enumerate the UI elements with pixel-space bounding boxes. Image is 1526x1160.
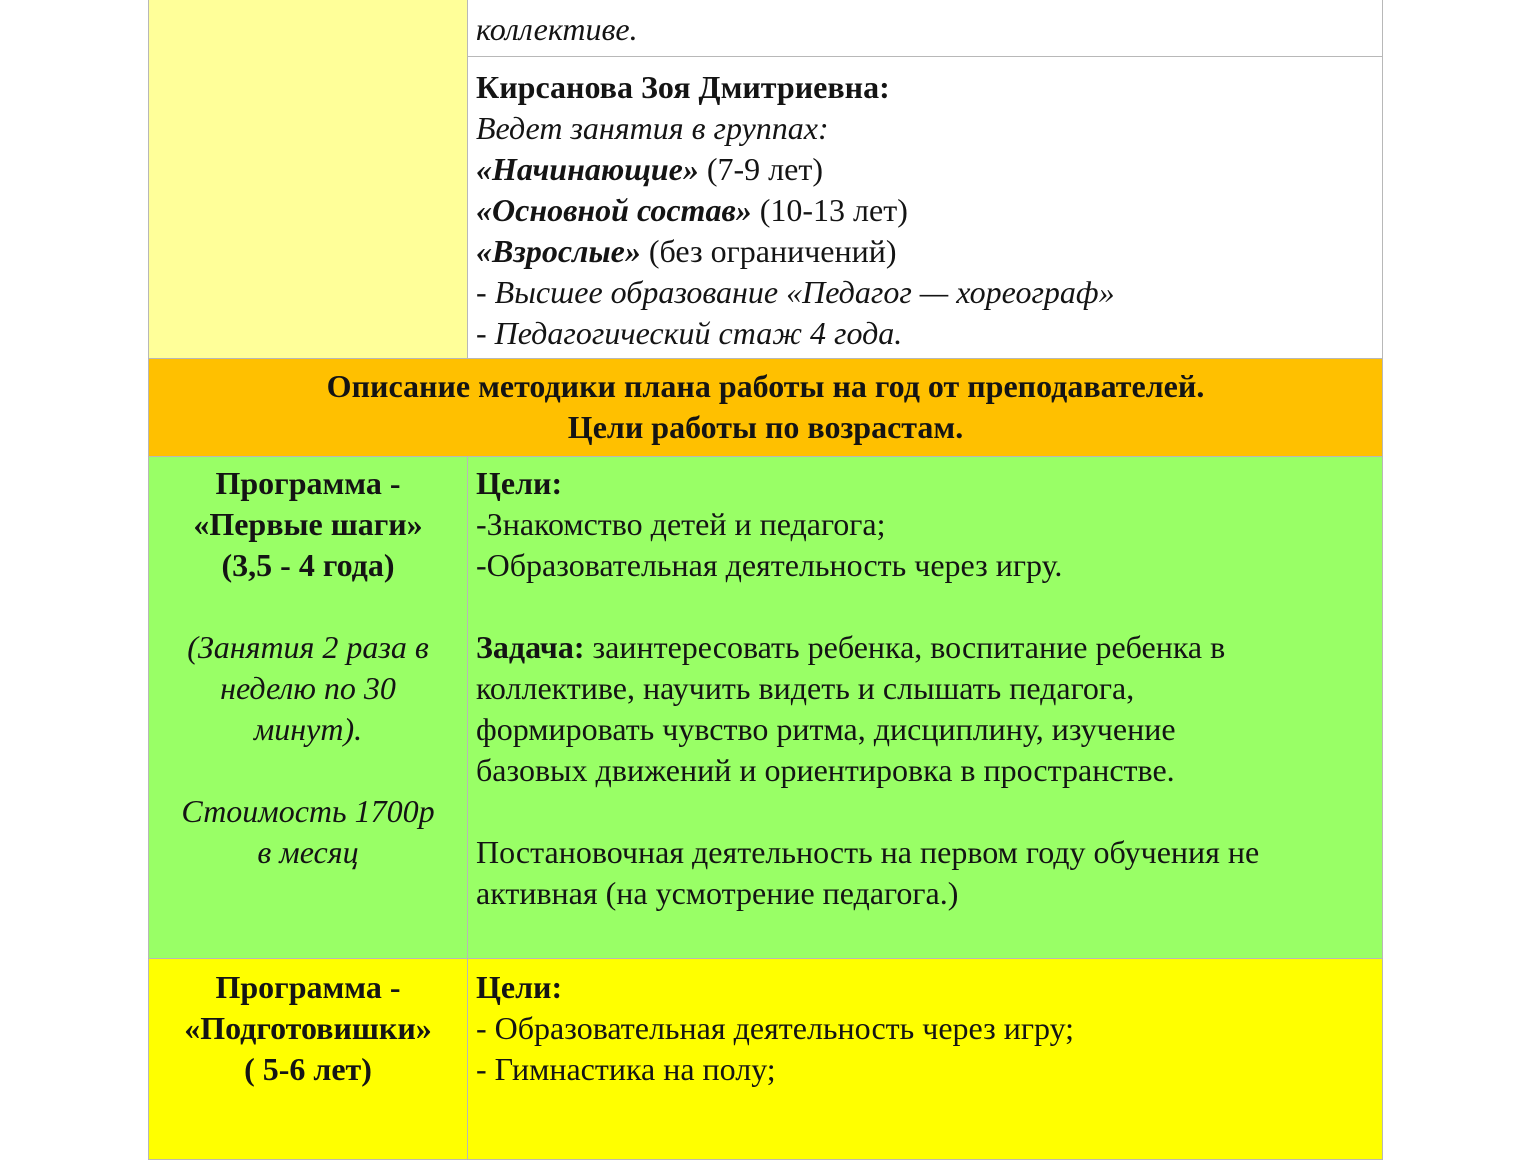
goal-item: -Знакомство детей и педагога; — [476, 506, 886, 542]
group-line — [476, 190, 1374, 231]
section-header-line2: Цели работы по возрастам. — [567, 409, 964, 445]
kirsanova-cell — [468, 57, 1383, 359]
program-schedule-line3: минут). — [253, 711, 363, 747]
program-info-cell — [149, 959, 468, 1160]
previous-teacher-cell — [468, 0, 1383, 57]
goal-item: - Образовательная деятельность через игру; — [476, 1010, 1075, 1046]
program-price-line2: в месяц — [257, 834, 359, 870]
program-age: ( 5-6 лет) — [244, 1051, 372, 1087]
program-price-line1: Стоимость 1700р — [181, 793, 435, 829]
program-title-line1: Программа - — [215, 969, 401, 1005]
group-line — [476, 231, 1374, 272]
teachers-left-cell — [149, 0, 468, 359]
group-line — [476, 149, 1374, 190]
note-line: Постановочная деятельность на первом году обучения не — [476, 834, 1260, 870]
program-row-first-steps — [149, 457, 1383, 959]
group-age: (без ограничений) — [640, 233, 897, 269]
goal-item: -Образовательная деятельность через игру. — [476, 547, 1063, 583]
task-text: заинтересовать ребенка, воспитание ребенка в — [584, 629, 1226, 665]
program-row-preschool — [149, 959, 1383, 1160]
group-name: «Основной состав» — [476, 192, 752, 228]
task-line: коллективе, научить видеть и слышать педагога, — [476, 670, 1135, 706]
program-age: (3,5 - 4 года) — [221, 547, 395, 583]
group-age: (7-9 лет) — [698, 151, 823, 187]
program-schedule-line2: неделю по 30 — [220, 670, 396, 706]
note-line: активная (на усмотрение педагога.) — [476, 875, 959, 911]
group-age: (10-13 лет) — [751, 192, 908, 228]
goals-label: Цели: — [476, 465, 563, 501]
goals-label: Цели: — [476, 969, 563, 1005]
teacher-experience: - Педагогический стаж 4 года. — [476, 315, 903, 351]
task-label: Задача: — [476, 629, 585, 665]
teacher-name: Кирсанова Зоя Дмитриевна: — [476, 69, 890, 105]
section-header-cell — [149, 359, 1383, 457]
section-header-row — [149, 359, 1383, 457]
task-line: формировать чувство ритма, дисциплину, изучение — [476, 711, 1176, 747]
previous-teacher-text: коллективе. — [476, 11, 638, 47]
group-name: «Взрослые» — [476, 233, 641, 269]
program-title-line2: «Подготовишки» — [184, 1010, 432, 1046]
teacher-row-previous — [149, 0, 1383, 57]
teacher-education: - Высшее образование «Педагог — хореограф» — [476, 274, 1115, 310]
section-header-line1: Описание методики плана работы на год от преподавателей. — [326, 368, 1205, 404]
task-line — [476, 627, 1374, 668]
program-schedule-line1: (Занятия 2 раза в — [187, 629, 429, 665]
teacher-intro: Ведет занятия в группах: — [476, 110, 829, 146]
task-line: базовых движений и ориентировка в пространстве. — [476, 752, 1175, 788]
program-goals-cell — [468, 457, 1383, 959]
goal-item: - Гимнастика на полу; — [476, 1051, 776, 1087]
program-title-line1: Программа - — [215, 465, 401, 501]
program-title-line2: «Первые шаги» — [193, 506, 423, 542]
program-goals-cell — [468, 959, 1383, 1160]
program-table — [148, 0, 1383, 1160]
group-name: «Начинающие» — [476, 151, 699, 187]
program-info-cell — [149, 457, 468, 959]
